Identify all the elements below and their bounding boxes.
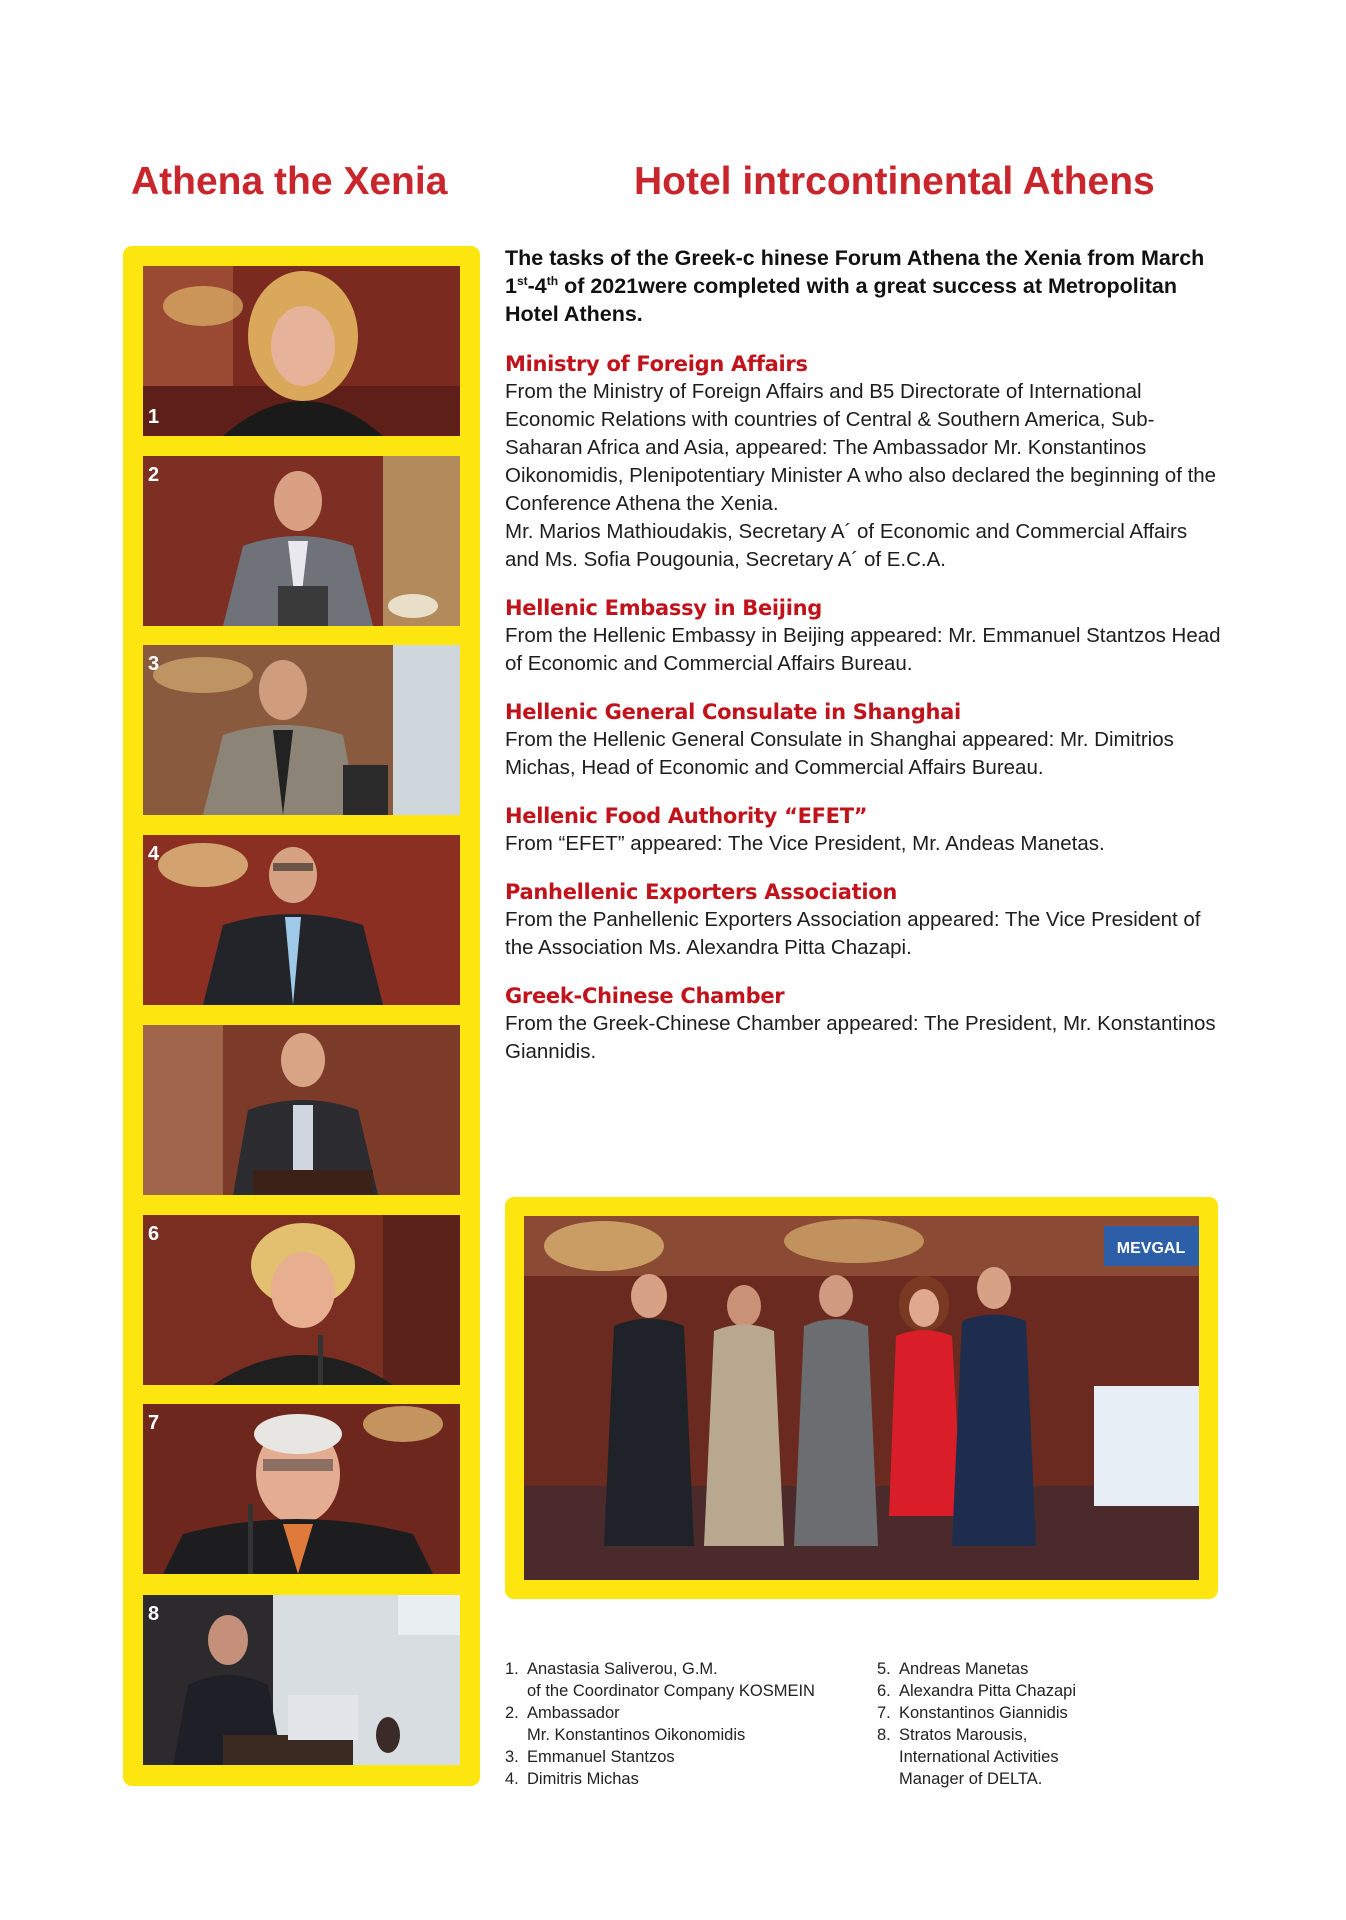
- section-consulate: [505, 698, 1225, 782]
- caption-item: 6. Alexandra Pitta Chazapi: [877, 1682, 1077, 1700]
- section-ministry: [505, 350, 1225, 574]
- photo-number: 3: [148, 653, 160, 675]
- section-efet: [505, 802, 1225, 858]
- photo-number: 7: [148, 1412, 160, 1434]
- section-paragraph: From the Greek-Chinese Chamber appeared: The President, Mr. Konstantinos Giannidis.: [505, 1012, 1216, 1063]
- caption-item: 7. Konstantinos Giannidis: [877, 1704, 1068, 1722]
- caption-item: 2. Ambassador: [505, 1704, 620, 1722]
- section-embassy: [505, 594, 1225, 678]
- photo-1: [143, 266, 460, 436]
- caption-item: 3. Emmanuel Stantzos: [505, 1748, 675, 1766]
- photo-7: [143, 1404, 460, 1574]
- photo-2: [143, 456, 460, 626]
- section-paragraph: From the Hellenic Embassy in Beijing appeared: Mr. Emmanuel Stantzos Head of Economic and Commercial Affairs Bureau.: [505, 624, 1221, 675]
- photo-strip: [123, 246, 480, 1786]
- section-paragraph: From “EFET” appeared: The Vice President, Mr. Andeas Manetas.: [505, 832, 1105, 855]
- photo-number: 1: [148, 406, 160, 428]
- intro-paragraph: The tasks of the Greek-c hinese Forum Athena the Xenia from March 1st-4th of 2021were completed with a great success at Metropolitan Hotel Athens.: [505, 246, 1205, 326]
- photo-6: [143, 1215, 460, 1385]
- booth-sign: MEVGAL: [1116, 1240, 1186, 1257]
- caption-item: Mr. Konstantinos Oikonomidis: [527, 1726, 746, 1744]
- section-paragraph: From the Panhellenic Exporters Association appeared: The Vice President of the Association Ms. Alexandra Pitta Chazapi.: [505, 908, 1201, 959]
- section-paragraph: From the Ministry of Foreign Affairs and B5 Directorate of International Economic Relations with countries of Central & Southern America, Sub-Saharan Africa and Asia, appeared: The Ambassador Mr. Konstantinos Oikonomidis, Plenipotentiary Minister A who also declared the beginning of the Conference Athena the Xenia.: [505, 380, 1217, 515]
- caption-item: of the Coordinator Company KOSMEIN: [527, 1682, 815, 1700]
- section-heading: Hellenic General Consulate in Shanghai: [505, 700, 961, 724]
- article-body: [505, 244, 1225, 1086]
- section-heading: Greek-Chinese Chamber: [505, 984, 785, 1008]
- section-chamber: [505, 982, 1225, 1066]
- photo-number: 6: [148, 1223, 160, 1245]
- photo-8: [143, 1595, 460, 1765]
- page-title-right: Hotel intrcontinental Athens: [634, 160, 1155, 203]
- caption-item: 1. Anastasia Saliverou, G.M.: [505, 1660, 718, 1678]
- photo-captions-right: [877, 1658, 1177, 1790]
- section-heading: Hellenic Food Authority “EFET”: [505, 804, 868, 828]
- section-exporters: [505, 878, 1225, 962]
- photo-3: [143, 645, 460, 815]
- caption-item: 5. Andreas Manetas: [877, 1660, 1029, 1678]
- photo-number: 4: [148, 843, 160, 865]
- photo-number: 8: [148, 1603, 160, 1625]
- group-photo-frame: [505, 1197, 1218, 1599]
- caption-item: Manager of DELTA.: [899, 1770, 1043, 1788]
- section-heading: Hellenic Embassy in Beijing: [505, 596, 822, 620]
- group-photo: [524, 1216, 1199, 1580]
- section-paragraph: Mr. Marios Mathioudakis, Secretary A´ of Economic and Commercial Affairs and Ms. Sofia Pougounia, Secretary A´ of E.C.A.: [505, 520, 1188, 571]
- section-paragraph: From the Hellenic General Consulate in Shanghai appeared: Mr. Dimitrios Michas, Head of Economic and Commercial Affairs Bureau.: [505, 728, 1174, 779]
- photo-5: [143, 1025, 460, 1195]
- photo-4: [143, 835, 460, 1005]
- page-title-left: Athena the Xenia: [131, 160, 448, 203]
- section-heading: Ministry of Foreign Affairs: [505, 352, 808, 376]
- caption-item: 8. Stratos Marousis,: [877, 1726, 1028, 1744]
- photo-number: 2: [148, 464, 160, 486]
- caption-item: International Activities: [899, 1748, 1059, 1766]
- caption-item: 4. Dimitris Michas: [505, 1770, 639, 1788]
- section-heading: Panhellenic Exporters Association: [505, 880, 898, 904]
- photo-captions-left: [505, 1658, 865, 1790]
